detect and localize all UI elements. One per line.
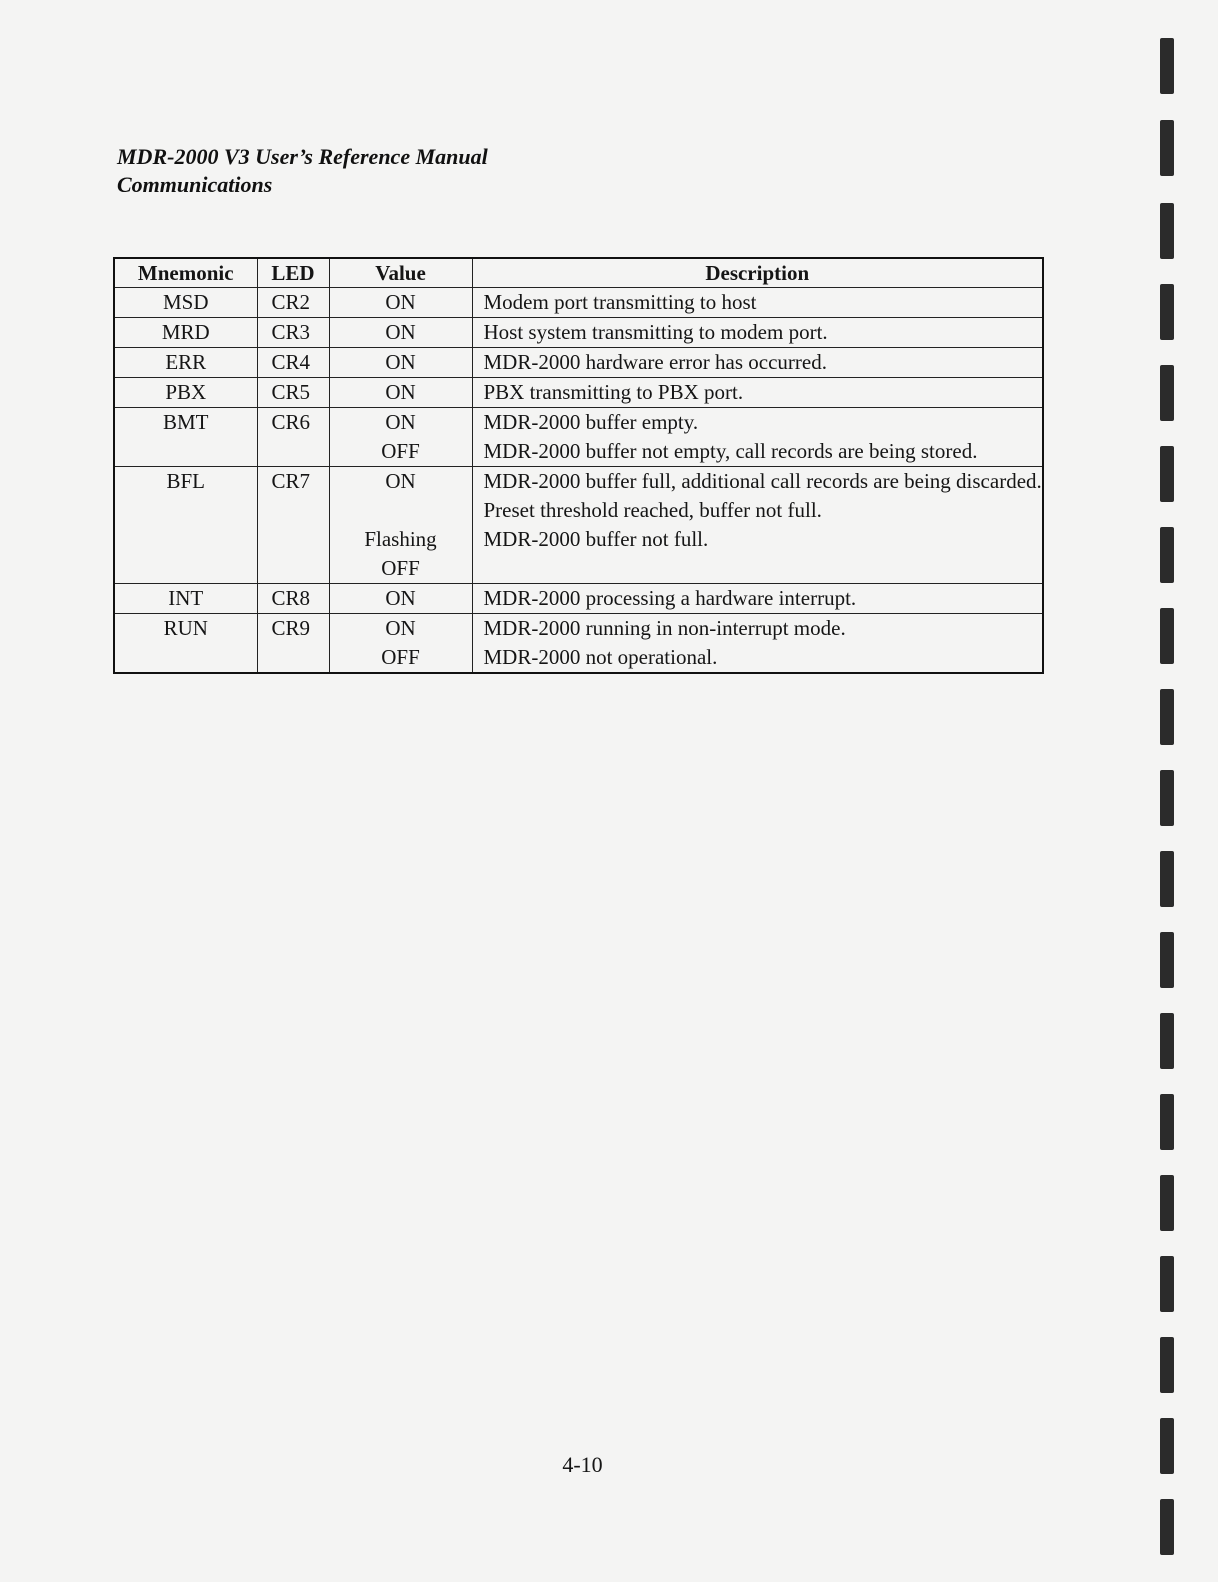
- description-text: MDR-2000 buffer not full.: [483, 527, 709, 551]
- value-text: ON: [385, 290, 416, 314]
- binder-tab-mark: [1160, 932, 1174, 988]
- mnemonic-cell: [114, 378, 257, 408]
- document-header: [117, 143, 488, 199]
- led-status-table: [113, 257, 1044, 674]
- led-text: CR9: [271, 616, 311, 640]
- mnemonic-cell: [114, 467, 257, 584]
- mnemonic-cell: [114, 408, 257, 467]
- column-header-led: LED: [257, 258, 329, 288]
- description-text: Host system transmitting to modem port.: [483, 320, 828, 344]
- value-text: OFF: [381, 645, 420, 669]
- binder-tab-mark: [1160, 608, 1174, 664]
- description-text: MDR-2000 running in non-interrupt mode.: [483, 616, 846, 640]
- description-cell: [472, 584, 1043, 614]
- table-row: [114, 614, 1043, 674]
- led-cell: [257, 348, 329, 378]
- binder-tab-mark: [1160, 1094, 1174, 1150]
- mnemonic-text: INT: [168, 586, 204, 610]
- value-cell: [329, 467, 472, 584]
- description-text: MDR-2000 buffer empty.: [483, 410, 699, 434]
- binder-tab-mark: [1160, 1256, 1174, 1312]
- description-text: PBX transmitting to PBX port.: [483, 380, 744, 404]
- description-text: MDR-2000 not operational.: [483, 645, 718, 669]
- value-cell: [329, 348, 472, 378]
- section-title: Communications: [117, 172, 273, 197]
- value-cell: [329, 378, 472, 408]
- table-row: [114, 318, 1043, 348]
- led-text: CR7: [271, 469, 311, 493]
- value-text: ON: [385, 320, 416, 344]
- mnemonic-cell: [114, 348, 257, 378]
- description-cell: [472, 467, 1043, 584]
- value-cell: [329, 288, 472, 318]
- led-text: CR6: [271, 410, 311, 434]
- led-cell: [257, 584, 329, 614]
- mnemonic-cell: [114, 614, 257, 674]
- binder-tab-mark: [1160, 527, 1174, 583]
- mnemonic-text: BMT: [162, 410, 209, 434]
- description-cell: [472, 288, 1043, 318]
- value-cell: [329, 408, 472, 467]
- led-text: CR2: [271, 290, 311, 314]
- description-cell: [472, 318, 1043, 348]
- mnemonic-cell: [114, 584, 257, 614]
- led-cell: [257, 318, 329, 348]
- table-row: [114, 584, 1043, 614]
- binder-tab-mark: [1160, 1013, 1174, 1069]
- binder-tab-strip: [1158, 38, 1188, 1578]
- mnemonic-text: RUN: [163, 616, 208, 640]
- value-spacer: [330, 496, 472, 525]
- led-cell: [257, 378, 329, 408]
- binder-tab-mark: [1160, 203, 1174, 259]
- value-text: ON: [385, 350, 416, 374]
- mnemonic-text: PBX: [165, 380, 207, 404]
- value-cell: [329, 614, 472, 674]
- led-text: CR4: [271, 350, 311, 374]
- table-row: [114, 408, 1043, 467]
- table-row: [114, 467, 1043, 584]
- value-cell: [329, 318, 472, 348]
- value-text: Flashing: [364, 527, 437, 551]
- mnemonic-text: BFL: [166, 469, 205, 493]
- binder-tab-mark: [1160, 38, 1174, 94]
- led-cell: [257, 614, 329, 674]
- led-cell: [257, 288, 329, 318]
- binder-tab-mark: [1160, 284, 1174, 340]
- column-header-description: Description: [472, 258, 1043, 288]
- description-cell: [472, 408, 1043, 467]
- table-row: [114, 378, 1043, 408]
- description-text: MDR-2000 buffer full, additional call records are being discarded.: [483, 469, 1042, 493]
- binder-tab-mark: [1160, 120, 1174, 176]
- binder-tab-mark: [1160, 365, 1174, 421]
- mnemonic-text: ERR: [165, 350, 207, 374]
- description-text: Modem port transmitting to host: [483, 290, 757, 314]
- value-text: ON: [385, 586, 416, 610]
- led-text: CR8: [271, 586, 311, 610]
- manual-title: MDR-2000 V3 User’s Reference Manual: [117, 144, 488, 169]
- description-text: MDR-2000 processing a hardware interrupt.: [483, 586, 857, 610]
- description-text: Preset threshold reached, buffer not full.: [483, 498, 822, 522]
- led-text: CR3: [271, 320, 311, 344]
- led-text: CR5: [271, 380, 311, 404]
- value-text: ON: [385, 380, 416, 404]
- table-row: [114, 348, 1043, 378]
- table-header-row: [114, 258, 1043, 288]
- mnemonic-cell: [114, 318, 257, 348]
- mnemonic-text: MRD: [161, 320, 210, 344]
- value-text: OFF: [381, 439, 420, 463]
- led-cell: [257, 408, 329, 467]
- binder-tab-mark: [1160, 1418, 1174, 1474]
- led-cell: [257, 467, 329, 584]
- table-row: [114, 288, 1043, 318]
- value-text: OFF: [381, 556, 420, 580]
- binder-tab-mark: [1160, 1337, 1174, 1393]
- binder-tab-mark: [1160, 1175, 1174, 1231]
- binder-tab-mark: [1160, 689, 1174, 745]
- description-cell: [472, 378, 1043, 408]
- mnemonic-cell: [114, 288, 257, 318]
- mnemonic-text: MSD: [162, 290, 209, 314]
- value-text: ON: [385, 616, 416, 640]
- description-cell: [472, 348, 1043, 378]
- binder-tab-mark: [1160, 446, 1174, 502]
- value-cell: [329, 584, 472, 614]
- description-text: MDR-2000 buffer not empty, call records are being stored.: [483, 439, 978, 463]
- column-header-mnemonic: Mnemonic: [114, 258, 257, 288]
- binder-tab-mark: [1160, 851, 1174, 907]
- description-text: MDR-2000 hardware error has occurred.: [483, 350, 827, 374]
- value-text: ON: [385, 469, 416, 493]
- page-number: 4-10: [562, 1452, 603, 1477]
- column-header-value: Value: [329, 258, 472, 288]
- description-cell: [472, 614, 1043, 674]
- binder-tab-mark: [1160, 1499, 1174, 1555]
- binder-tab-mark: [1160, 770, 1174, 826]
- value-text: ON: [385, 410, 416, 434]
